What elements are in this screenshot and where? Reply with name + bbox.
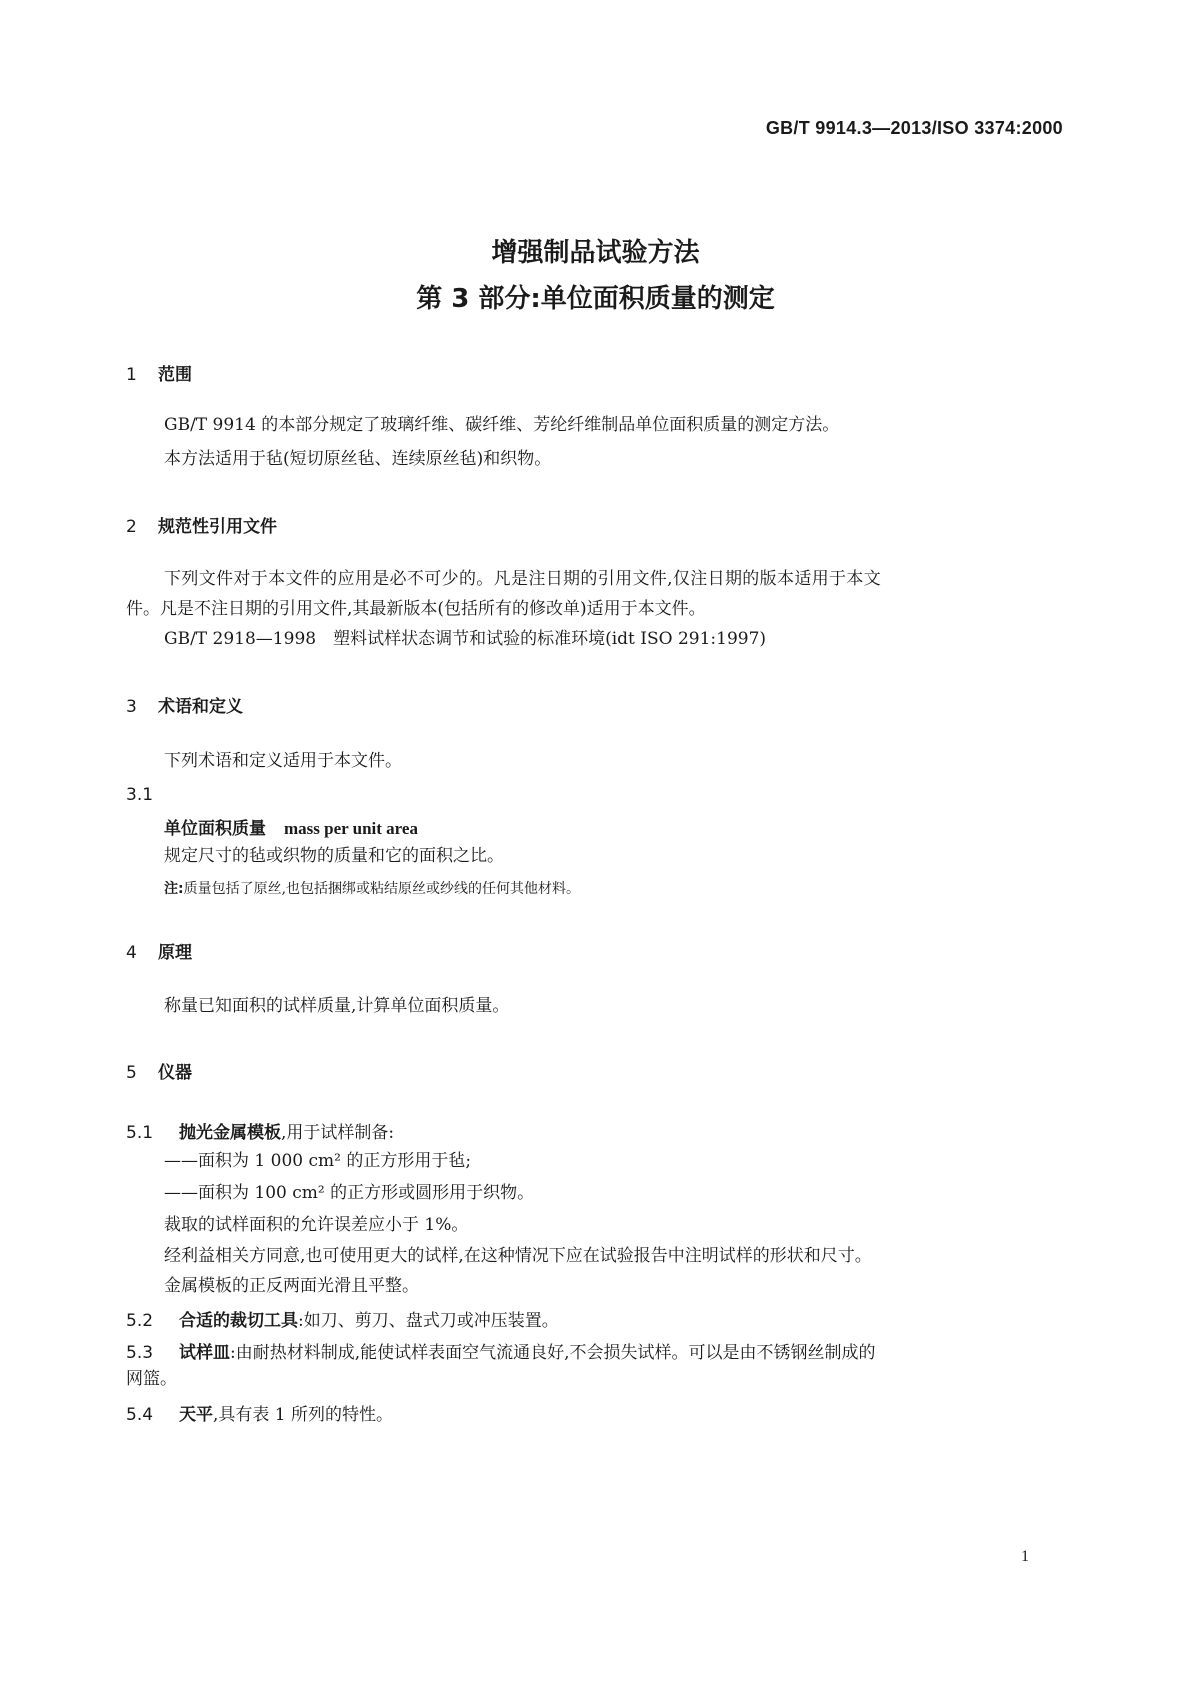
- section-title: 规范性引用文件: [158, 517, 277, 537]
- item-5-1-line-4: 经利益相关方同意,也可使用更大的试样,在这种情况下应在试验报告中注明试样的形状和尺寸。: [164, 1246, 872, 1266]
- section-number: 5: [126, 1063, 137, 1083]
- term-definition: 规定尺寸的毡或织物的质量和它的面积之比。: [164, 846, 504, 866]
- item-text: :如刀、剪刀、盘式刀或冲压装置。: [298, 1311, 559, 1331]
- item-number: 5.2: [126, 1311, 154, 1331]
- item-5-4: [126, 1400, 393, 1425]
- s2-paragraph-line-2: 件。凡是不注日期的引用文件,其最新版本(包括所有的修改单)适用于本文件。: [126, 599, 706, 619]
- item-text: :由耐热材料制成,能使试样表面空气流通良好,不会损失试样。可以是由不锈钢丝制成的: [230, 1343, 876, 1363]
- note-label: 注:: [164, 881, 184, 897]
- normative-reference: GB/T 2918—1998 塑料试样状态调节和试验的标准环境(idt ISO 291:1997): [164, 629, 767, 649]
- term-chinese: 单位面积质量: [164, 819, 266, 839]
- section-2-heading: [126, 512, 277, 537]
- item-5-1-line-1: ——面积为 1 000 cm² 的正方形用于毡;: [164, 1151, 472, 1171]
- item-5-1: [126, 1118, 394, 1143]
- section-title: 原理: [158, 943, 192, 963]
- item-5-1-line-2: ——面积为 100 cm² 的正方形或圆形用于织物。: [164, 1183, 535, 1203]
- item-text: ,用于试样制备:: [281, 1123, 395, 1143]
- term-note: [164, 878, 580, 898]
- s3-paragraph-1: 下列术语和定义适用于本文件。: [164, 751, 402, 771]
- section-title: 术语和定义: [158, 697, 243, 717]
- s1-paragraph-1: GB/T 9914 的本部分规定了玻璃纤维、碳纤维、芳纶纤维制品单位面积质量的测定方法。: [164, 415, 840, 435]
- term-entry: [164, 814, 418, 839]
- item-keyword: 试样皿: [179, 1343, 230, 1363]
- title-line-2: 第 3 部分:单位面积质量的测定: [416, 284, 775, 314]
- s4-paragraph-1: 称量已知面积的试样质量,计算单位面积质量。: [164, 996, 510, 1016]
- item-5-3: [126, 1338, 876, 1363]
- item-keyword: 合适的裁切工具: [179, 1311, 298, 1331]
- item-5-1-line-3: 裁取的试样面积的允许误差应小于 1%。: [164, 1215, 469, 1235]
- item-keyword: 天平: [179, 1405, 213, 1425]
- section-1-heading: [126, 360, 192, 385]
- s1-paragraph-2: 本方法适用于毡(短切原丝毡、连续原丝毡)和织物。: [164, 449, 552, 469]
- section-number: 3: [126, 697, 137, 717]
- item-number: 5.4: [126, 1405, 154, 1425]
- title-line-1: 增强制品试验方法: [491, 238, 700, 268]
- item-text: ,具有表 1 所列的特性。: [213, 1405, 394, 1425]
- item-5-1-line-5: 金属模板的正反两面光滑且平整。: [164, 1276, 419, 1296]
- term-english: mass per unit area: [284, 819, 418, 838]
- item-number: 5.1: [126, 1123, 154, 1143]
- item-keyword: 抛光金属模板: [179, 1123, 281, 1143]
- term-number: 3.1: [126, 785, 154, 805]
- s2-paragraph-line-1: 下列文件对于本文件的应用是必不可少的。凡是注日期的引用文件,仅注日期的版本适用于本文: [164, 569, 882, 589]
- section-3-heading: [126, 692, 243, 717]
- page-number: 1: [1021, 1548, 1029, 1565]
- item-number: 5.3: [126, 1343, 154, 1363]
- section-title: 仪器: [158, 1063, 192, 1083]
- document-id: GB/T 9914.3—2013/ISO 3374:2000: [765, 118, 1063, 138]
- item-5-2: [126, 1306, 559, 1331]
- section-number: 2: [126, 517, 137, 537]
- section-title: 范围: [158, 365, 192, 385]
- note-text: 质量包括了原丝,也包括捆绑或粘结原丝或纱线的任何其他材料。: [183, 881, 581, 897]
- section-number: 4: [126, 943, 137, 963]
- section-number: 1: [126, 365, 137, 385]
- item-5-3-continuation: 网篮。: [126, 1369, 177, 1389]
- section-5-heading: [126, 1058, 192, 1083]
- section-4-heading: [126, 938, 192, 963]
